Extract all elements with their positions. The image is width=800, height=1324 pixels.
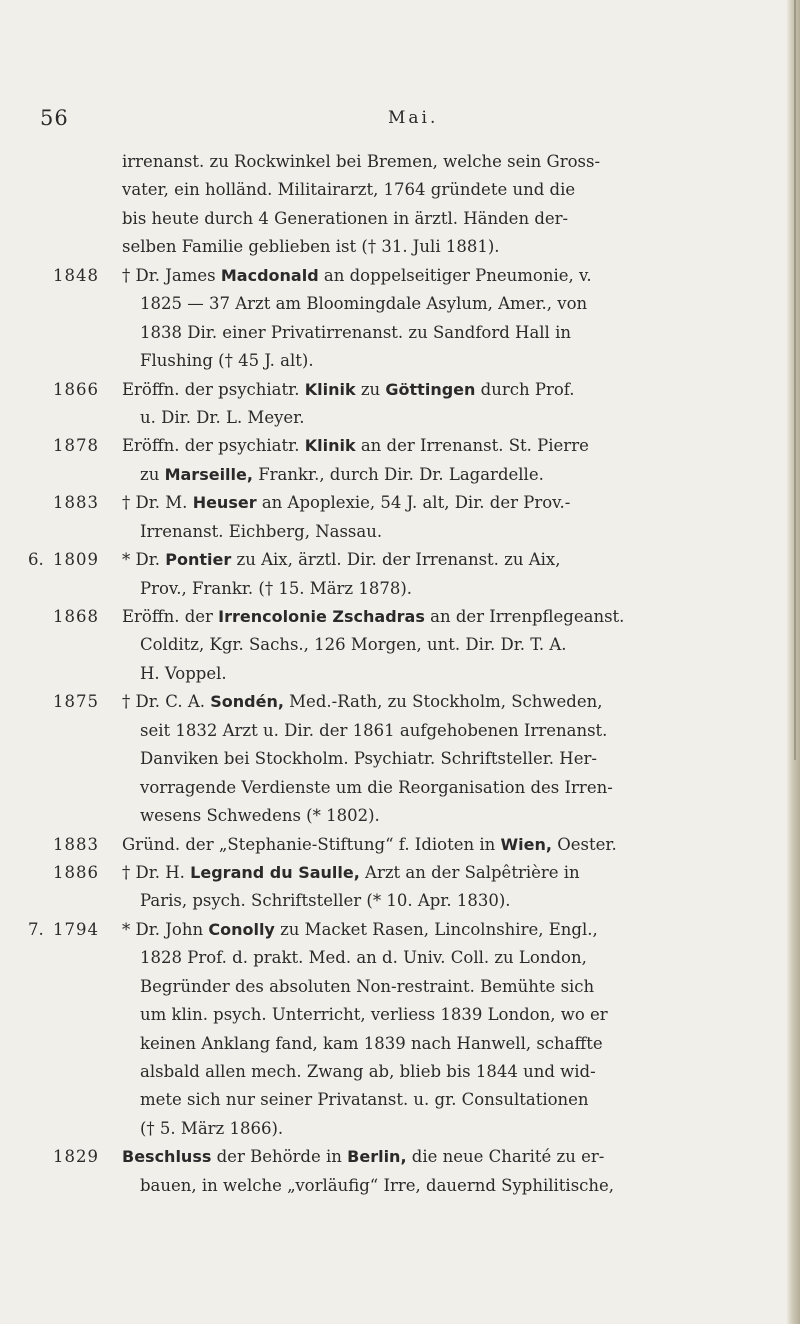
bold-name: Klinik bbox=[304, 379, 356, 399]
line-text bbox=[140, 887, 511, 915]
text-line bbox=[0, 944, 800, 972]
text-line bbox=[0, 688, 800, 716]
line-text bbox=[140, 717, 607, 745]
text-line bbox=[0, 1001, 800, 1029]
text-line bbox=[0, 205, 800, 233]
text-run: bauen, in welche „vorläufig“ Irre, dauernd Syphilitische, bbox=[140, 1175, 615, 1195]
line-text bbox=[122, 432, 589, 460]
text-run: an der Irrenpflegeanst. bbox=[424, 607, 625, 626]
line-text bbox=[140, 347, 314, 375]
line-text bbox=[122, 916, 598, 944]
line-text bbox=[122, 603, 624, 631]
text-run: zu bbox=[355, 379, 386, 399]
text-run: Colditz, Kgr. Sachs., 126 Morgen, unt. Dir. Dr. T. A. bbox=[140, 635, 567, 655]
entry-year: 1883 bbox=[53, 834, 99, 854]
line-text bbox=[122, 233, 500, 261]
text-run: vater, ein holländ. Militairarzt, 1764 gründete und die bbox=[122, 180, 576, 200]
running-head: Mai. bbox=[388, 108, 439, 128]
text-run: Begründer des absoluten Non-restraint. Bemühte sich bbox=[140, 976, 595, 996]
line-text bbox=[140, 802, 380, 830]
text-run: * Dr. John bbox=[122, 919, 209, 939]
entry-year: 1866 bbox=[53, 379, 99, 399]
day-number: 6. bbox=[28, 550, 44, 570]
bold-name: Sondén, bbox=[210, 692, 284, 712]
line-text bbox=[122, 489, 570, 517]
text-line bbox=[0, 176, 800, 204]
text-run: Gründ. der „Stephanie-Stiftung“ f. Idioten in bbox=[122, 834, 501, 854]
text-run: mete sich nur seiner Privatanst. u. gr. Consultationen bbox=[140, 1090, 589, 1110]
text-run: an Apoplexie, 54 J. alt, Dir. der Prov.- bbox=[256, 493, 571, 513]
text-run: zu bbox=[140, 464, 165, 484]
text-line bbox=[0, 1086, 800, 1114]
line-text bbox=[122, 831, 617, 859]
line-text bbox=[140, 461, 544, 489]
line-text bbox=[122, 376, 575, 404]
text-run: irrenanst. zu Rockwinkel bei Bremen, welche sein Gross- bbox=[122, 152, 601, 171]
line-text bbox=[140, 745, 597, 773]
text-line bbox=[0, 546, 800, 574]
line-text bbox=[140, 1115, 283, 1143]
text-run: zu Aix, ärztl. Dir. der Irrenanst. zu Aix, bbox=[231, 550, 561, 570]
text-run: † Dr. H. bbox=[122, 862, 191, 882]
day-number: 7. bbox=[28, 919, 44, 939]
text-run: zu Macket Rasen, Lincolnshire, Engl., bbox=[274, 919, 598, 939]
text-line bbox=[0, 432, 800, 460]
text-line bbox=[0, 290, 800, 318]
line-text bbox=[140, 973, 594, 1001]
line-text bbox=[122, 176, 575, 204]
text-run: seit 1832 Arzt u. Dir. der 1861 aufgehobenen Irrenanst. bbox=[140, 720, 608, 740]
bold-name: Marseille, bbox=[164, 464, 253, 484]
line-text bbox=[122, 205, 568, 233]
text-run: wesens Schwedens (* 1802). bbox=[140, 806, 380, 826]
text-line bbox=[0, 347, 800, 375]
entry-year: 1868 bbox=[53, 607, 99, 626]
text-line bbox=[0, 774, 800, 802]
bold-name: Wien, bbox=[500, 834, 552, 854]
bold-name: Heuser bbox=[192, 493, 257, 513]
text-line bbox=[0, 461, 800, 489]
text-line bbox=[0, 887, 800, 915]
line-text bbox=[140, 518, 382, 546]
text-line bbox=[0, 973, 800, 1001]
line-text bbox=[140, 575, 412, 603]
text-line bbox=[0, 148, 800, 176]
text-run: an der Irrenanst. St. Pierre bbox=[355, 436, 589, 456]
text-run: † Dr. M. bbox=[122, 493, 193, 513]
text-run: († 5. März 1866). bbox=[140, 1118, 284, 1138]
text-run: vorragende Verdienste um die Reorganisation des Irren- bbox=[140, 777, 613, 797]
body-text bbox=[0, 148, 800, 1200]
text-run: Irrenanst. Eichberg, Nassau. bbox=[140, 521, 383, 541]
text-line bbox=[0, 1143, 800, 1171]
page-number: 56 bbox=[40, 106, 69, 130]
text-line bbox=[0, 233, 800, 261]
entry-year: 1829 bbox=[53, 1147, 99, 1167]
line-text bbox=[122, 1143, 604, 1171]
text-line bbox=[0, 1172, 800, 1200]
line-text bbox=[140, 660, 227, 688]
line-text bbox=[140, 1086, 589, 1114]
line-text bbox=[122, 546, 560, 574]
entry-year: 1878 bbox=[53, 436, 99, 456]
text-run: bis heute durch 4 Generationen in ärztl. Händen der- bbox=[122, 208, 569, 228]
text-line bbox=[0, 859, 800, 887]
line-text bbox=[122, 262, 592, 290]
text-run: † Dr. James bbox=[122, 265, 221, 285]
line-text bbox=[140, 631, 567, 659]
text-run: der Behörde in bbox=[211, 1147, 348, 1167]
text-run: Eröffn. der bbox=[122, 607, 219, 626]
line-text bbox=[122, 688, 603, 716]
text-line bbox=[0, 660, 800, 688]
text-line bbox=[0, 603, 800, 631]
text-line bbox=[0, 745, 800, 773]
line-text bbox=[140, 1030, 603, 1058]
text-run: selben Familie geblieben ist († 31. Juli 1881). bbox=[122, 237, 500, 257]
text-line bbox=[0, 717, 800, 745]
line-text bbox=[140, 774, 613, 802]
bold-name: Berlin, bbox=[347, 1147, 407, 1167]
line-text bbox=[140, 290, 587, 318]
text-run: Frankr., durch Dir. Dr. Lagardelle. bbox=[252, 464, 544, 484]
entry-year: 1883 bbox=[53, 493, 99, 513]
text-run: Paris, psych. Schriftsteller (* 10. Apr. 1830). bbox=[140, 891, 511, 911]
text-line bbox=[0, 376, 800, 404]
bold-name: Conolly bbox=[208, 919, 275, 939]
text-line bbox=[0, 575, 800, 603]
text-line bbox=[0, 802, 800, 830]
entry-year: 1848 bbox=[53, 265, 99, 285]
text-run: Eröffn. der psychiatr. bbox=[122, 436, 305, 456]
entry-year: 1809 bbox=[53, 550, 99, 570]
text-line bbox=[0, 916, 800, 944]
text-run: Med.-Rath, zu Stockholm, Schweden, bbox=[283, 692, 603, 712]
text-run: alsbald allen mech. Zwang ab, blieb bis 1844 und wid- bbox=[140, 1062, 596, 1081]
bold-name: Klinik bbox=[304, 436, 356, 456]
line-text bbox=[140, 1172, 614, 1200]
text-run: 1838 Dir. einer Privatirrenanst. zu Sandford Hall in bbox=[140, 322, 571, 342]
text-run: u. Dir. Dr. L. Meyer. bbox=[140, 407, 305, 427]
text-run: die neue Charité zu er- bbox=[406, 1147, 605, 1167]
text-run: Arzt an der Salpêtrière in bbox=[359, 862, 580, 882]
text-line bbox=[0, 518, 800, 546]
line-text bbox=[140, 404, 305, 432]
text-run: an doppelseitiger Pneumonie, v. bbox=[318, 265, 592, 285]
line-text bbox=[122, 859, 580, 887]
bold-name: Pontier bbox=[165, 550, 232, 570]
text-line bbox=[0, 631, 800, 659]
text-run: † Dr. C. A. bbox=[122, 692, 211, 712]
line-text bbox=[140, 319, 571, 347]
text-line bbox=[0, 319, 800, 347]
text-run: um klin. psych. Unterricht, verliess 1839 London, wo er bbox=[140, 1005, 608, 1025]
text-run: Oester. bbox=[551, 834, 617, 854]
text-line bbox=[0, 1030, 800, 1058]
text-line bbox=[0, 404, 800, 432]
entry-year: 1794 bbox=[53, 919, 99, 939]
line-text bbox=[122, 148, 600, 176]
bold-name: Göttingen bbox=[385, 379, 476, 399]
line-text bbox=[140, 1058, 596, 1086]
text-run: 1825 — 37 Arzt am Bloomingdale Asylum, Amer., von bbox=[140, 294, 588, 314]
text-run: * Dr. bbox=[122, 550, 166, 570]
text-run: 1828 Prof. d. prakt. Med. an d. Univ. Coll. zu London, bbox=[140, 948, 587, 968]
text-run: Flushing († 45 J. alt). bbox=[140, 351, 314, 371]
bold-name: Legrand du Saulle, bbox=[190, 862, 360, 882]
bold-name: Irrencolonie Zschadras bbox=[218, 607, 425, 626]
entry-year: 1886 bbox=[53, 862, 99, 882]
bold-name: Macdonald bbox=[220, 265, 319, 285]
text-line bbox=[0, 1115, 800, 1143]
text-run: Danviken bei Stockholm. Psychiatr. Schriftsteller. Her- bbox=[140, 749, 597, 769]
text-line bbox=[0, 1058, 800, 1086]
text-run: keinen Anklang fand, kam 1839 nach Hanwell, schaffte bbox=[140, 1033, 603, 1053]
text-line bbox=[0, 831, 800, 859]
line-text bbox=[140, 1001, 608, 1029]
page-header bbox=[0, 106, 800, 136]
text-run: Eröffn. der psychiatr. bbox=[122, 379, 305, 399]
text-run: Prov., Frankr. († 15. März 1878). bbox=[140, 578, 413, 598]
text-line bbox=[0, 489, 800, 517]
text-run: durch Prof. bbox=[475, 379, 575, 399]
entry-year: 1875 bbox=[53, 692, 99, 712]
bold-name: Beschluss bbox=[122, 1147, 212, 1167]
line-text bbox=[140, 944, 587, 972]
text-line bbox=[0, 262, 800, 290]
text-run: H. Voppel. bbox=[140, 663, 227, 683]
